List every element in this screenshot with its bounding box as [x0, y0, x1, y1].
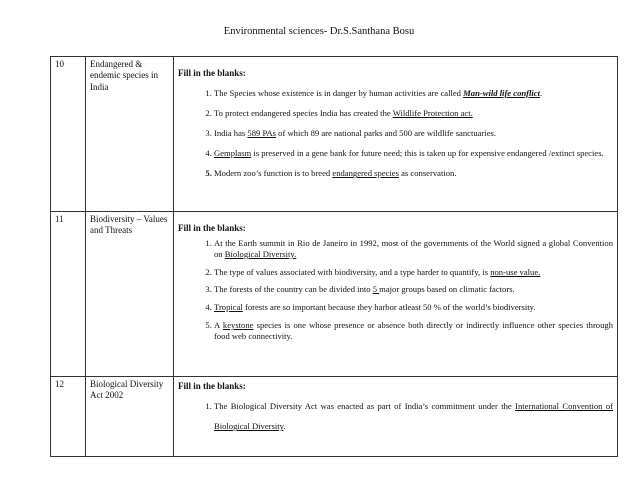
row-content — [174, 57, 618, 212]
page-header: Environmental sciences- Dr.S.Santhana Bosu — [223, 26, 415, 37]
list-item: 4. Gemplasm is preserved in a gene bank for future need; this is taken up for expensive endangered /extinct species. — [214, 143, 613, 163]
answer: endangered species — [332, 168, 399, 179]
answer: International Convention of Biological Diversity — [214, 401, 614, 432]
list-item: 5. A keystone species is one whose presence or absence both directly or indirectly influence other species through food web connectivity. — [214, 320, 613, 341]
list-item: 5. Modern zoo’s function is to breed endangered species as conservation. — [214, 163, 613, 183]
row-topic: Endangered & endemic species in India — [86, 57, 174, 212]
list-item: 3. India has 589 PAs of which 89 are national parks and 500 are wildlife sanctuaries. — [214, 123, 613, 143]
answer: Wildlife Protection act. — [392, 108, 473, 119]
list-item: 3. The forests of the country can be divided into 5 major groups based on climatic factors. — [214, 284, 613, 295]
answer: Man-wild life conflict — [463, 88, 541, 99]
list-item: 2. The type of values associated with biodiversity, and a type harder to quantify, is non-use value. — [214, 267, 613, 278]
row-content — [174, 212, 618, 377]
list-item: 4. Tropical forests are so important because they harbor atleast 50 % of the world’s biodiversity. — [214, 302, 613, 313]
row-content — [174, 377, 618, 457]
table-row — [51, 377, 618, 457]
fill-heading: Fill in the blanks: — [178, 68, 246, 78]
question-list — [178, 83, 613, 183]
answer: Tropical — [214, 302, 243, 313]
list-item: 2. To protect endangered species India has created the Wildlife Protection act. — [214, 103, 613, 123]
row-number: 10 — [51, 57, 86, 212]
answer: 589 PAs — [247, 128, 277, 139]
row-number: 11 — [51, 212, 86, 377]
answer: keystone — [222, 319, 254, 330]
table-row — [51, 57, 618, 212]
fill-heading: Fill in the blanks: — [178, 223, 246, 233]
fill-heading: Fill in the blanks: — [178, 381, 246, 391]
question-list — [178, 238, 613, 341]
row-topic: Biological Diversity Act 2002 — [86, 377, 174, 457]
answer: Gemplasm — [214, 148, 252, 159]
question-list — [178, 396, 613, 436]
answer: Biological Diversity. — [224, 248, 297, 259]
row-topic: Biodiversity – Values and Threats — [86, 212, 174, 377]
answer: non-use value. — [490, 266, 541, 277]
list-item: 1. The Species whose existence is in danger by human activities are called Man-wild life conflict. — [214, 83, 613, 103]
table-row — [51, 212, 618, 377]
row-number: 12 — [51, 377, 86, 457]
list-item: 1. At the Earth summit in Rio de Janeiro in 1992, most of the governments of the World signed a global Convention on Biological Diversity. — [214, 238, 613, 259]
answer: 5 — [372, 284, 380, 295]
list-item: 1. The Biological Diversity Act was enacted as part of India’s commitment under the International Convention of Biological Diversity. — [214, 396, 613, 436]
content-table — [50, 56, 618, 457]
